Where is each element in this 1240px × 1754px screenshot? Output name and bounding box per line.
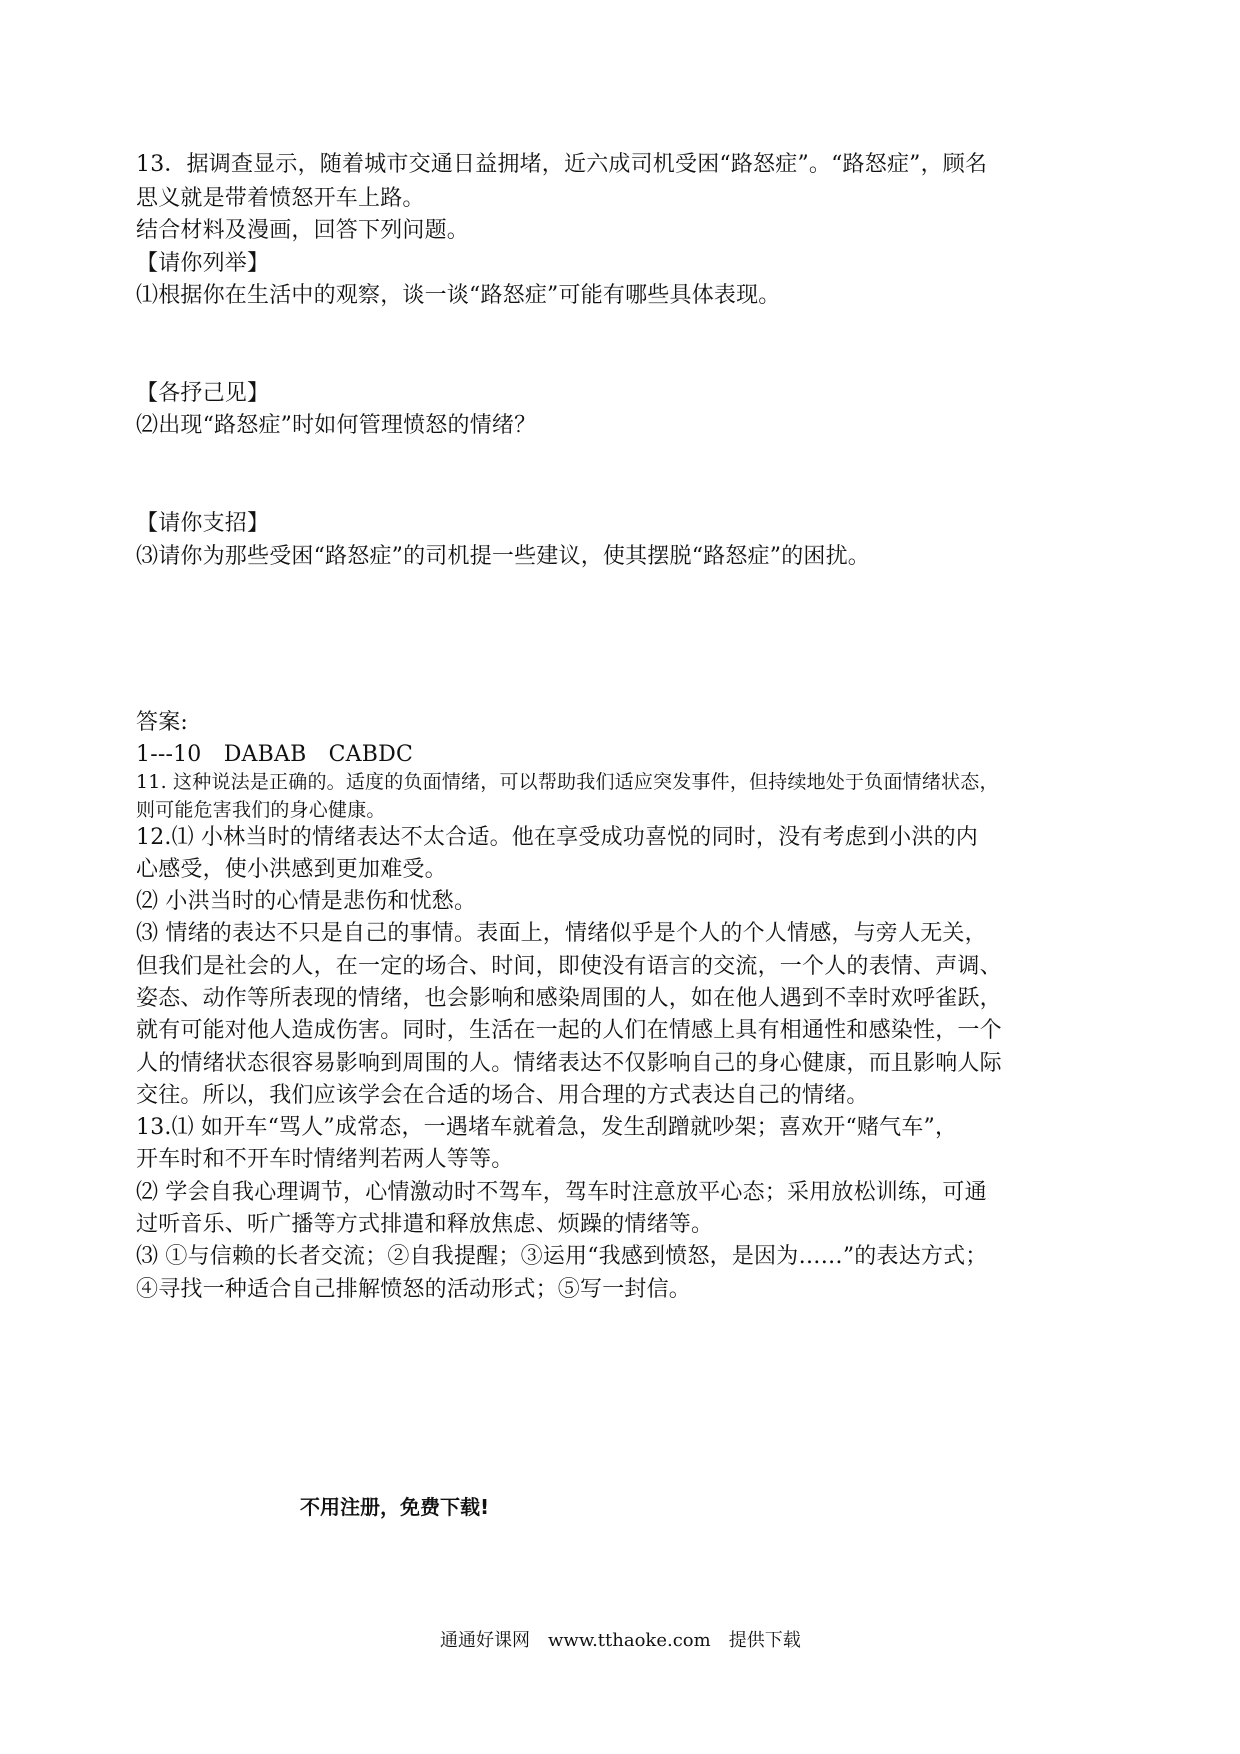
q13-stem-line1: 13．据调查显示，随着城市交通日益拥堵，近六成司机受困“路怒症”。“路怒症”，顾名 bbox=[136, 152, 988, 177]
q13-part3-question: ⑶请你为那些受困“路怒症”的司机提一些建议，使其摆脱“路怒症”的困扰。 bbox=[136, 544, 870, 569]
answer-13-2-line2: 过听音乐、听广播等方式排遣和释放焦虑、烦躁的情绪等。 bbox=[136, 1212, 714, 1237]
answer-12-1-line2: 心感受，使小洪感到更加难受。 bbox=[136, 857, 447, 882]
q13-part1-heading: 【请你列举】 bbox=[136, 251, 270, 276]
answer-11-line1: 11. 这种说法是正确的。适度的负面情绪，可以帮助我们适应突发事件，但持续地处于负面情绪状态， bbox=[136, 771, 999, 793]
q13-part1-question: ⑴根据你在生活中的观察，谈一谈“路怒症”可能有哪些具体表现。 bbox=[136, 283, 781, 308]
answer-12-1-line1: 12.⑴ 小林当时的情绪表达不太合适。他在享受成功喜悦的同时，没有考虑到小洪的内 bbox=[136, 825, 978, 850]
answers-heading: 答案: bbox=[136, 710, 189, 735]
answer-12-3-line6: 交往。所以，我们应该学会在合适的场合、用合理的方式表达自己的情绪。 bbox=[136, 1083, 869, 1108]
answer-13-3-line2: ④寻找一种适合自己排解愤怒的活动形式；⑤写一封信。 bbox=[136, 1277, 692, 1302]
answers-multiple-choice: 1---10 DABAB CABDC bbox=[136, 742, 413, 767]
q13-part3-heading: 【请你支招】 bbox=[136, 511, 270, 536]
answer-12-3-line1: ⑶ 情绪的表达不只是自己的事情。表面上，情绪似乎是个人的个人情感，与旁人无关， bbox=[136, 921, 987, 946]
answer-12-3-line3: 姿态、动作等所表现的情绪，也会影响和感染周围的人，如在他人遇到不幸时欢呼雀跃， bbox=[136, 986, 1002, 1011]
q13-stem-line2: 思义就是带着愤怒开车上路。 bbox=[136, 186, 425, 211]
answer-11-line2: 则可能危害我们的身心健康。 bbox=[136, 799, 386, 821]
footer-source: 通通好课网 www.tthaoke.com 提供下载 bbox=[440, 1630, 801, 1651]
q13-part2-heading: 【各抒己见】 bbox=[136, 381, 270, 406]
answer-12-3-line2: 但我们是社会的人，在一定的场合、时间，即使没有语言的交流，一个人的表情、声调、 bbox=[136, 954, 1002, 979]
answer-12-2: ⑵ 小洪当时的心情是悲伤和忧愁。 bbox=[136, 889, 477, 914]
q13-instruction: 结合材料及漫画，回答下列问题。 bbox=[136, 218, 470, 243]
free-download-notice: 不用注册，免费下载! bbox=[300, 1495, 490, 1519]
answer-13-1-line1: 13.⑴ 如开车“骂人”成常态，一遇堵车就着急，发生刮蹭就吵架；喜欢开“赌气车”， bbox=[136, 1115, 958, 1140]
answer-12-3-line4: 就有可能对他人造成伤害。同时，生活在一起的人们在情感上具有相通性和感染性，一个 bbox=[136, 1018, 1002, 1043]
answer-13-1-line2: 开车时和不开车时情绪判若两人等等。 bbox=[136, 1147, 514, 1172]
q13-part2-question: ⑵出现“路怒症”时如何管理愤怒的情绪？ bbox=[136, 413, 537, 438]
answer-13-2-line1: ⑵ 学会自我心理调节，心情激动时不驾车，驾车时注意放平心态；采用放松训练，可通 bbox=[136, 1180, 987, 1205]
answer-13-3-line1: ⑶ ①与信赖的长者交流；②自我提醒；③运用“我感到愤怒，是因为……”的表达方式； bbox=[136, 1244, 988, 1269]
answer-12-3-line5: 人的情绪状态很容易影响到周围的人。情绪表达不仅影响自己的身心健康，而且影响人际 bbox=[136, 1051, 1002, 1076]
